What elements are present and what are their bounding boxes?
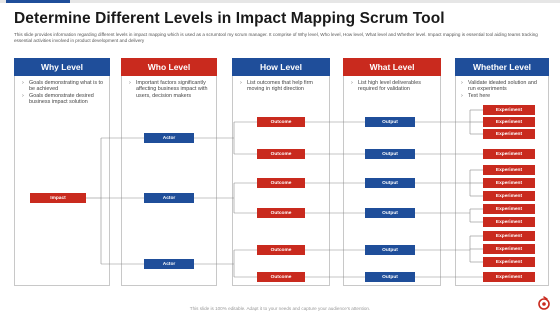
actor-node: Actor — [144, 193, 194, 203]
outcome-node: Outcome — [257, 208, 305, 218]
output-node: Output — [365, 117, 415, 127]
whether-level-bullet: › Text here — [461, 93, 545, 99]
experiment-node: Experiment — [483, 231, 535, 241]
why-level-bullet: › Goals demonstrate desired business impact solution — [22, 93, 106, 106]
experiment-node: Experiment — [483, 178, 535, 188]
experiment-node: Experiment — [483, 105, 535, 115]
outcome-node: Outcome — [257, 178, 305, 188]
footer-note: This slide is 100% editable. Adapt it to your needs and capture your audience's attention. — [189, 306, 371, 311]
why-level-bullet: › Goals demonstrating what is to be achieved — [22, 80, 106, 93]
outcome-node: Outcome — [257, 117, 305, 127]
what-level-bullet: › List high level deliverables required for validation — [351, 80, 437, 93]
experiment-node: Experiment — [483, 149, 535, 159]
who-level-header: Who Level — [121, 58, 217, 76]
experiment-node: Experiment — [483, 204, 535, 214]
experiment-node: Experiment — [483, 257, 535, 267]
experiment-node: Experiment — [483, 129, 535, 139]
output-node: Output — [365, 178, 415, 188]
outcome-node: Outcome — [257, 149, 305, 159]
actor-node: Actor — [144, 259, 194, 269]
output-node: Output — [365, 272, 415, 282]
experiment-node: Experiment — [483, 117, 535, 127]
how-level-bullet: › List outcomes that help firm moving in right direction — [240, 80, 326, 93]
actor-node: Actor — [144, 133, 194, 143]
page-title: Determine Different Levels in Impact Mapping Scrum Tool — [14, 10, 445, 27]
why-level-header: Why Level — [14, 58, 110, 76]
whether-level-header: Whether Level — [455, 58, 549, 76]
experiment-node: Experiment — [483, 165, 535, 175]
output-node: Output — [365, 208, 415, 218]
what-level-header: What Level — [343, 58, 441, 76]
experiment-node: Experiment — [483, 272, 535, 282]
whether-level-bullet: › Validate ideated solution and run experiments — [461, 80, 545, 93]
experiment-node: Experiment — [483, 244, 535, 254]
impact-node: Impact — [30, 193, 86, 203]
experiment-node: Experiment — [483, 191, 535, 201]
who-level-bullet: › Important factors significantly affecting business impact with users, decision makers — [129, 80, 213, 99]
outcome-node: Outcome — [257, 245, 305, 255]
output-node: Output — [365, 245, 415, 255]
page-description: This slide provides information regarding different levels in impact mapping which is used as a scrumtool my scrum manager. It comprise of Why level, Who level, How level, What level and Whether level. Impact mapping is essential tool aiding teams tracking essential activities involved in product development and delivery — [14, 32, 538, 44]
brand-logo-icon — [536, 295, 552, 311]
experiment-node: Experiment — [483, 217, 535, 227]
how-level-header: How Level — [232, 58, 330, 76]
output-node: Output — [365, 149, 415, 159]
outcome-node: Outcome — [257, 272, 305, 282]
